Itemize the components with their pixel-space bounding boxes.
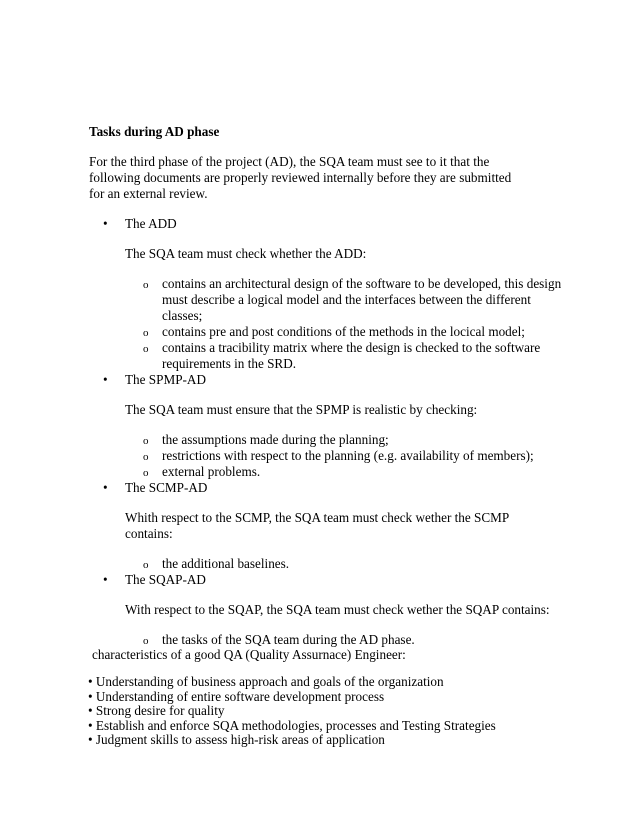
sub-item-text: the additional baselines. xyxy=(162,556,290,571)
section-title: The SPMP-AD xyxy=(125,372,206,387)
section-description: Whith respect to the SCMP, the SQA team must check wether the SCMP contains: xyxy=(125,510,509,541)
bullet-icon: • xyxy=(103,480,108,495)
sub-item-text: contains an architectural design of the software to be developed, this design must describe a logical model and the interfaces between the different classes; xyxy=(162,276,562,323)
section-description: The SQA team must ensure that the SPMP is realistic by checking: xyxy=(125,402,478,417)
sub-list-item xyxy=(125,340,562,372)
characteristic-item: • Understanding of business approach and goals of the organization xyxy=(88,674,444,689)
sub-list-item xyxy=(125,448,562,464)
sub-item-text: contains pre and post conditions of the methods in the locical model; xyxy=(162,324,525,339)
sub-list xyxy=(125,432,559,480)
circle-bullet-icon: o xyxy=(143,451,149,463)
characteristic-item: • Understanding of entire software development process xyxy=(88,688,385,704)
bullet-icon: • xyxy=(103,372,108,387)
characteristics-list xyxy=(88,675,558,748)
sub-list xyxy=(125,632,559,648)
sub-list-item xyxy=(125,632,562,648)
circle-bullet-icon: o xyxy=(143,635,149,647)
circle-bullet-icon: o xyxy=(143,559,149,571)
bullet-icon: • xyxy=(103,216,108,231)
sub-item-text: external problems. xyxy=(162,464,261,479)
section-item xyxy=(89,572,559,648)
bullet-icon: • xyxy=(103,572,108,587)
sub-list-item xyxy=(125,324,562,340)
sub-item-text: the assumptions made during the planning; xyxy=(162,432,389,447)
section-item xyxy=(89,372,559,480)
section-title: The SCMP-AD xyxy=(125,480,208,495)
sub-list-item xyxy=(125,464,562,480)
circle-bullet-icon: o xyxy=(143,435,149,447)
sub-item-text: contains a tracibility matrix where the design is checked to the software requirements in the SRD. xyxy=(162,340,541,371)
sub-item-text: restrictions with respect to the planning (e.g. availability of members); xyxy=(162,448,534,463)
characteristic-item: • Establish and enforce SQA methodologies, processes and Testing Strategies xyxy=(88,717,496,733)
circle-bullet-icon: o xyxy=(143,467,149,479)
sub-list-item xyxy=(125,556,562,572)
circle-bullet-icon: o xyxy=(143,279,149,291)
circle-bullet-icon: o xyxy=(143,343,149,355)
document-body xyxy=(89,124,562,648)
section-list xyxy=(89,216,562,648)
sub-list-item xyxy=(125,276,562,324)
sub-list xyxy=(125,276,562,372)
characteristic-item: • Strong desire for quality xyxy=(88,703,225,719)
sub-item-text: the tasks of the SQA team during the AD phase. xyxy=(162,632,415,647)
intro-paragraph: For the third phase of the project (AD), the SQA team must see to it that the following documents are properly reviewed internally before they are submitted for an external review. xyxy=(89,154,512,201)
section-title: The SQAP-AD xyxy=(125,572,206,587)
section-title: The ADD xyxy=(125,216,177,231)
page-title: Tasks during AD phase xyxy=(89,124,220,139)
section-item xyxy=(89,480,559,572)
characteristic-item: • Judgment skills to assess high-risk areas of application xyxy=(88,732,385,748)
section-description: With respect to the SQAP, the SQA team must check wether the SQAP contains: xyxy=(125,602,550,617)
sub-list xyxy=(125,556,559,572)
characteristics-heading: characteristics of a good QA (Quality Assurnace) Engineer: xyxy=(92,647,406,662)
sub-list-item xyxy=(125,432,562,448)
section-item xyxy=(89,216,562,372)
section-description: The SQA team must check whether the ADD: xyxy=(125,246,367,261)
circle-bullet-icon: o xyxy=(143,327,149,339)
